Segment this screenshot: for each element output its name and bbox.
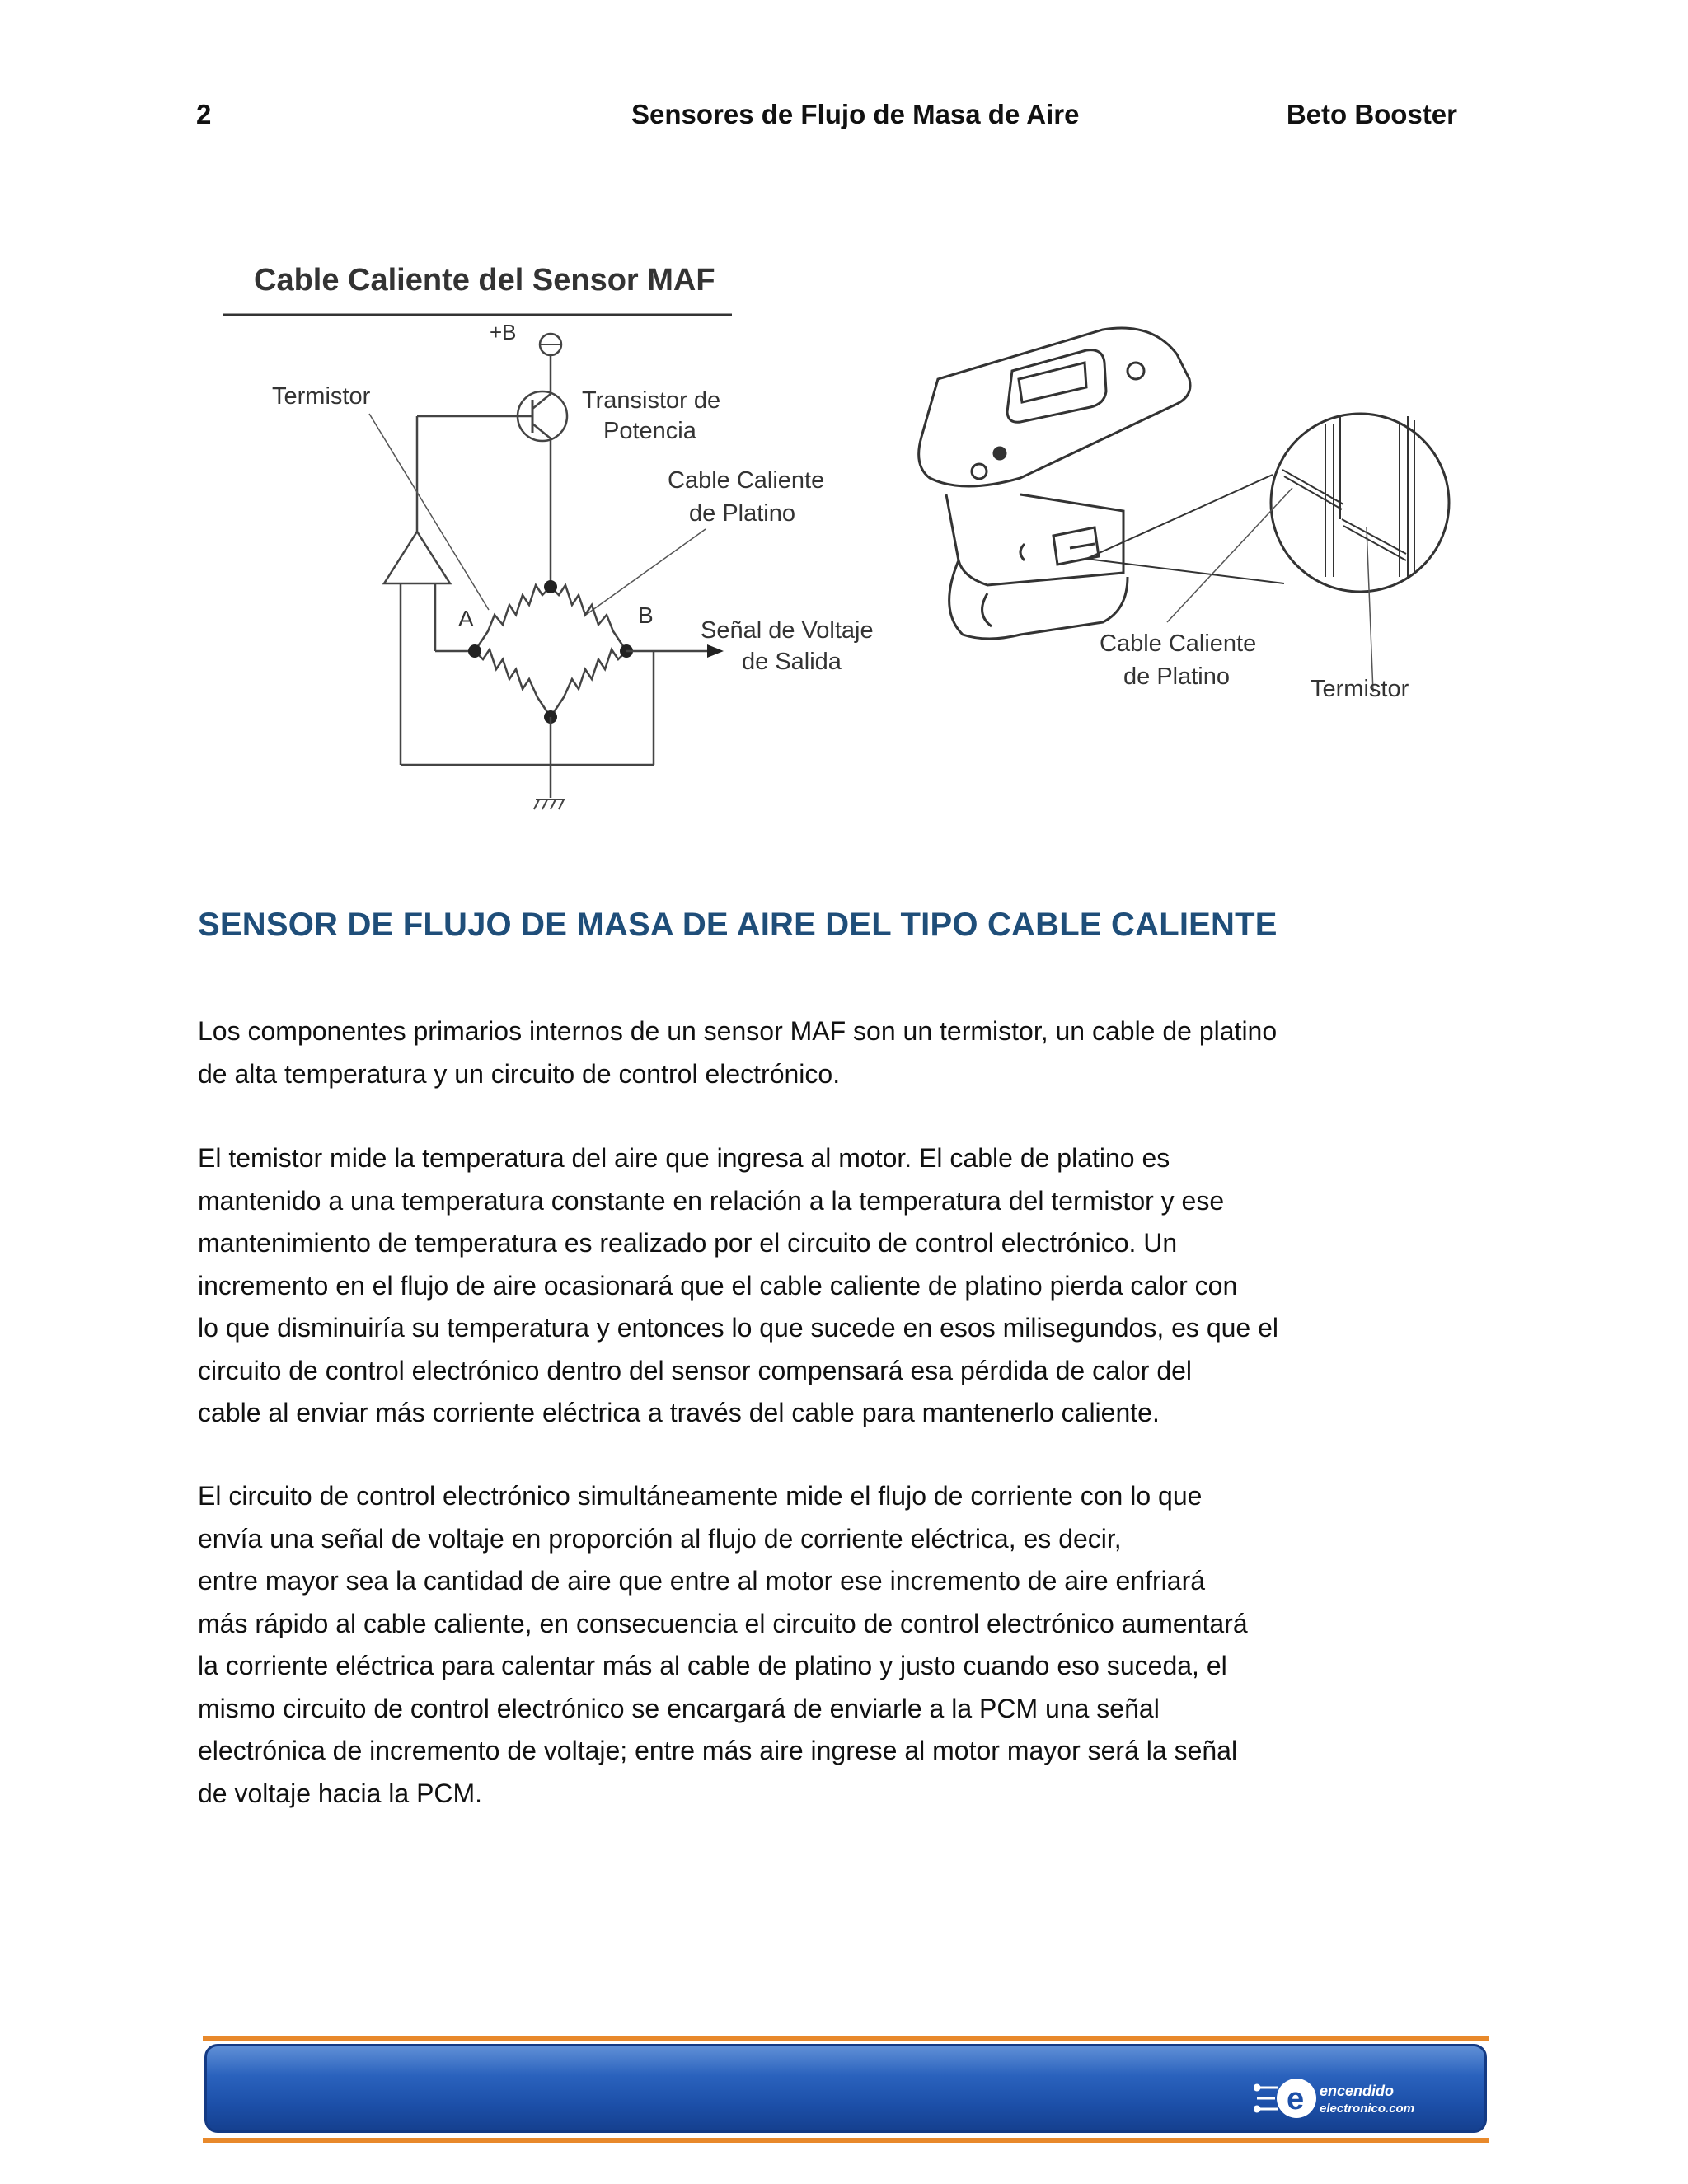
maf-diagram xyxy=(196,247,1482,841)
logo-text-1: encendido xyxy=(1320,2083,1395,2099)
page-number: 2 xyxy=(196,99,212,129)
label-signal-1: Señal de Voltaje xyxy=(701,617,874,644)
amplifier-symbol xyxy=(384,532,450,583)
paragraph-line: cable al enviar más corriente eléctrica a través del cable para mantenerlo caliente. xyxy=(198,1398,1160,1427)
paragraph-line: Los componentes primarios internos de un sensor MAF son un termistor, un cable de platino xyxy=(198,1016,1278,1046)
label-a: A xyxy=(458,606,474,631)
paragraph-line: electrónica de incremento de voltaje; entre más aire ingrese al motor mayor será la señal xyxy=(198,1736,1238,1765)
paragraph-line: la corriente eléctrica para calentar más al cable de platino y justo cuando eso suceda, el xyxy=(198,1651,1227,1680)
paragraph-2 xyxy=(198,1137,1385,1435)
paragraph-line: El temistor mide la temperatura del aire que ingresa al motor. El cable de platino es xyxy=(198,1143,1170,1173)
paragraph-line: entre mayor sea la cantidad de aire que entre al motor ese incremento de aire enfriará xyxy=(198,1566,1206,1596)
ground-symbol xyxy=(534,799,565,809)
author-name: Beto Booster xyxy=(1286,99,1457,129)
footer-accent-line xyxy=(203,2036,1489,2041)
paragraph-line: incremento en el flujo de aire ocasionará que el cable caliente de platino pierda calor con xyxy=(198,1270,1238,1301)
label-signal-2: de Salida xyxy=(742,649,842,675)
resistor-bridge xyxy=(475,585,626,717)
paragraph-line: El circuito de control electrónico simultáneamente mide el flujo de corriente con lo que xyxy=(198,1481,1203,1511)
label-drawing-thermistor: Termistor xyxy=(1311,676,1409,702)
paragraph-line: circuito de control electrónico dentro del sensor compensará esa pérdida de calor del xyxy=(198,1355,1193,1385)
label-drawing-hotwire-2: de Platino xyxy=(1123,663,1230,690)
label-hotwire-1: Cable Caliente xyxy=(668,467,825,494)
paragraph-line: mantenimiento de temperatura es realizado por el circuito de control electrónico. Un xyxy=(198,1228,1178,1258)
page-footer xyxy=(203,2036,1489,2151)
paragraph-1 xyxy=(198,1010,1385,1095)
svg-text:e: e xyxy=(1287,2082,1305,2116)
footer-banner xyxy=(204,2044,1487,2133)
sensor-drawing xyxy=(919,328,1190,639)
paragraph-line: mismo circuito de control electrónico se encargará de enviarle a la PCM una señal xyxy=(198,1693,1160,1723)
document-title: Sensores de Flujo de Masa de Aire xyxy=(631,99,1080,129)
label-thermistor: Termistor xyxy=(272,383,371,410)
label-b: B xyxy=(638,602,654,628)
paragraph-line: de voltaje hacia la PCM. xyxy=(198,1778,483,1808)
magnified-view xyxy=(1271,414,1449,592)
label-transistor-1: Transistor de xyxy=(582,387,721,414)
paragraph-line: mantenido a una temperatura constante en relación a la temperatura del termistor y ese xyxy=(198,1185,1225,1216)
paragraph-3 xyxy=(198,1475,1385,1815)
paragraph-line: lo que disminuiría su temperatura y entonces lo que sucede en esos milisegundos, es que el xyxy=(198,1313,1278,1343)
footer-accent-line-bottom xyxy=(203,2138,1489,2143)
encendido-logo xyxy=(1254,2069,1435,2127)
paragraph-line: más rápido al cable caliente, en consecuencia el circuito de control electrónico aumentará xyxy=(198,1608,1248,1638)
diagram-title: Cable Caliente del Sensor MAF xyxy=(254,263,715,298)
label-drawing-hotwire-1: Cable Caliente xyxy=(1100,630,1257,657)
section-heading: SENSOR DE FLUJO DE MASA DE AIRE DEL TIPO CABLE CALIENTE xyxy=(198,907,1278,943)
label-transistor-2: Potencia xyxy=(603,418,696,444)
logo-text-2: electronico.com xyxy=(1320,2102,1415,2116)
maf-figure xyxy=(196,247,1482,841)
label-supply: +B xyxy=(490,320,517,344)
paragraph-line: envía una señal de voltaje en proporción al flujo de corriente eléctrica, es decir, xyxy=(198,1523,1122,1554)
paragraph-line: de alta temperatura y un circuito de control electrónico. xyxy=(198,1058,841,1089)
page-header xyxy=(196,99,1457,140)
label-hotwire-2: de Platino xyxy=(689,500,795,527)
